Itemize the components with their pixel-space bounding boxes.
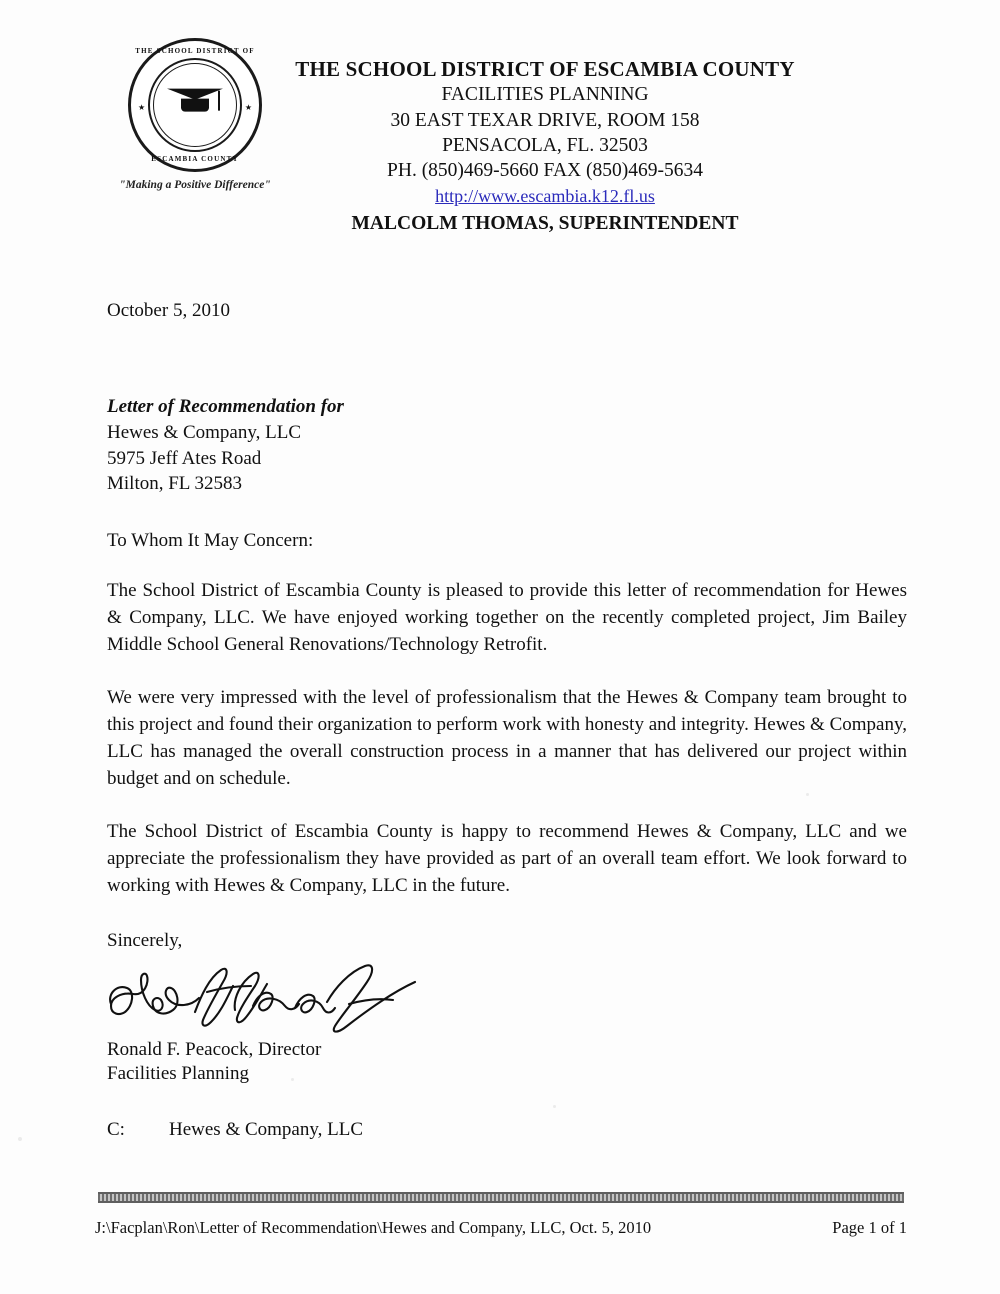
seal-bottom-text: ESCAMBIA COUNTY <box>151 155 239 163</box>
address-line: 30 EAST TEXAR DRIVE, ROOM 158 <box>390 109 700 131</box>
scan-speck <box>18 1137 22 1141</box>
graduation-cap-icon <box>167 87 223 121</box>
district-seal <box>95 38 295 191</box>
signature-image <box>107 958 907 1038</box>
letter-subject: Letter of Recommendation for <box>107 396 344 417</box>
document-footer <box>95 1218 907 1238</box>
footer-page-number: Page 1 of 1 <box>832 1218 907 1237</box>
superintendent-name: MALCOLM THOMAS, SUPERINTENDENT <box>351 212 739 234</box>
recipient-street: 5975 Jeff Ates Road <box>107 447 262 469</box>
letter-paragraph-3: The School District of Escambia County is happy to recommend Hewes & Company, LLC and we appreciate the professionalism they have provided as part of an overall team effort. We look forward to working with Hewes & Company, LLC in the future. <box>107 820 907 896</box>
letter-date: October 5, 2010 <box>107 300 230 321</box>
letterhead-text-block <box>295 38 1000 239</box>
city-state-zip: PENSACOLA, FL. 32503 <box>442 134 648 156</box>
signer-title: Facilities Planning <box>107 1063 249 1085</box>
recipient-city-state-zip: Milton, FL 32583 <box>107 473 242 495</box>
letterhead <box>0 38 1000 239</box>
phone-fax: PH. (850)469-5660 FAX (850)469-5634 <box>387 160 703 182</box>
footer-divider <box>98 1192 904 1203</box>
letter-body <box>107 300 907 1141</box>
recipient-company: Hewes & Company, LLC <box>107 422 302 443</box>
signer-name: Ronald F. Peacock, Director <box>107 1038 322 1060</box>
letter-closing: Sincerely, <box>107 929 183 951</box>
seal-motto: "Making a Positive Difference" <box>119 179 271 191</box>
cc-label: C: <box>107 1118 125 1140</box>
department-name: FACILITIES PLANNING <box>441 84 649 106</box>
district-website-link[interactable]: http://www.escambia.k12.fl.us <box>435 185 655 206</box>
letter-paragraph-2: We were very impressed with the level of professionalism that the Hewes & Company team brought to this project and found their organization to perform work with honesty and integrity. Hewes & Company, LLC has managed the overall construction process in a manner that has delivered our project within budget and on schedule. <box>107 686 907 789</box>
seal-star-left-icon: ★ <box>138 103 146 112</box>
cc-recipient: Hewes & Company, LLC <box>169 1118 364 1140</box>
letter-salutation: To Whom It May Concern: <box>107 529 314 551</box>
seal-star-right-icon: ★ <box>244 103 252 112</box>
cc-line <box>107 1119 907 1141</box>
seal-top-text: THE SCHOOL DISTRICT OF <box>135 47 255 55</box>
seal-emblem-icon <box>128 38 262 172</box>
district-name: THE SCHOOL DISTRICT OF ESCAMBIA COUNTY <box>295 57 795 81</box>
letter-paragraph-1: The School District of Escambia County is pleased to provide this letter of recommendation for Hewes & Company, LLC. We have enjoyed working together on the recently completed project, Jim Bailey Middle School General Renovations/Technology Retrofit. <box>107 579 907 655</box>
footer-file-path: J:\Facplan\Ron\Letter of Recommendation\Hewes and Company, LLC, Oct. 5, 2010 <box>95 1218 652 1237</box>
